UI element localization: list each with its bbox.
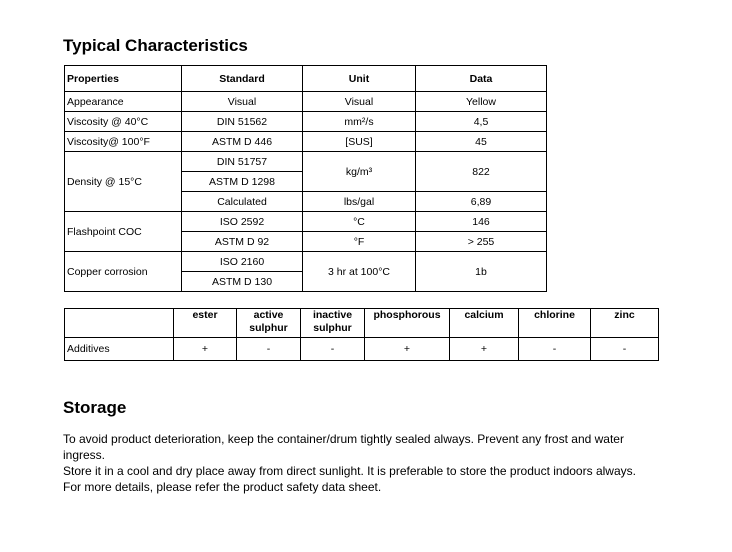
table-row <box>65 252 547 272</box>
standard-cell: DIN 51562 <box>182 112 303 132</box>
empty-header-cell <box>65 309 174 338</box>
data-cell: > 255 <box>416 232 547 252</box>
data-cell: 822 <box>416 152 547 192</box>
additive-value: + <box>174 338 237 361</box>
standard-cell: ASTM D 130 <box>182 272 303 292</box>
property-cell: Copper corrosion <box>65 252 182 292</box>
data-cell: 146 <box>416 212 547 232</box>
property-cell: Flashpoint COC <box>65 212 182 252</box>
table-row <box>65 152 547 172</box>
data-cell: 6,89 <box>416 192 547 212</box>
storage-text <box>63 431 663 495</box>
property-cell: Viscosity@ 100°F <box>65 132 182 152</box>
standard-cell: ASTM D 92 <box>182 232 303 252</box>
data-cell: 4,5 <box>416 112 547 132</box>
column-header: Data <box>416 66 547 92</box>
column-header: inactive sulphur <box>301 309 365 338</box>
storage-paragraph: To avoid product deterioration, keep the container/drum tightly sealed always. Prevent any frost and water ingress. <box>63 432 624 462</box>
additives-table <box>64 308 659 361</box>
table-header-row <box>65 309 659 338</box>
additive-value: + <box>450 338 519 361</box>
additive-value: + <box>365 338 450 361</box>
additive-value: - <box>591 338 659 361</box>
standard-cell: ISO 2592 <box>182 212 303 232</box>
additive-value: - <box>237 338 301 361</box>
unit-cell: 3 hr at 100°C <box>303 252 416 292</box>
row-label: Additives <box>65 338 174 361</box>
data-cell: 1b <box>416 252 547 292</box>
standard-cell: ASTM D 446 <box>182 132 303 152</box>
unit-cell: Visual <box>303 92 416 112</box>
unit-cell: °C <box>303 212 416 232</box>
unit-cell: lbs/gal <box>303 192 416 212</box>
column-header: active sulphur <box>237 309 301 338</box>
column-header: zinc <box>591 309 659 338</box>
column-header: calcium <box>450 309 519 338</box>
storage-paragraph: For more details, please refer the product safety data sheet. <box>63 480 382 494</box>
table-row <box>65 338 659 361</box>
standard-cell: Calculated <box>182 192 303 212</box>
property-cell: Appearance <box>65 92 182 112</box>
characteristics-table <box>64 65 547 292</box>
column-header: Standard <box>182 66 303 92</box>
column-header: phosphorous <box>365 309 450 338</box>
column-header: Properties <box>65 66 182 92</box>
column-header: chlorine <box>519 309 591 338</box>
property-cell: Density @ 15°C <box>65 152 182 212</box>
additive-value: - <box>519 338 591 361</box>
table-row <box>65 92 547 112</box>
data-cell: 45 <box>416 132 547 152</box>
property-cell: Viscosity @ 40°C <box>65 112 182 132</box>
table-header-row <box>65 66 547 92</box>
storage-paragraph: Store it in a cool and dry place away from direct sunlight. It is preferable to store the product indoors always. <box>63 464 636 478</box>
standard-cell: DIN 51757 <box>182 152 303 172</box>
column-header: ester <box>174 309 237 338</box>
typical-characteristics-heading: Typical Characteristics <box>63 36 248 55</box>
additive-value: - <box>301 338 365 361</box>
standard-cell: ISO 2160 <box>182 252 303 272</box>
unit-cell: kg/m³ <box>303 152 416 192</box>
table-row <box>65 132 547 152</box>
storage-heading: Storage <box>63 398 127 417</box>
unit-cell: mm²/s <box>303 112 416 132</box>
standard-cell: ASTM D 1298 <box>182 172 303 192</box>
unit-cell: °F <box>303 232 416 252</box>
column-header: Unit <box>303 66 416 92</box>
table-row <box>65 212 547 232</box>
unit-cell: [SUS] <box>303 132 416 152</box>
data-cell: Yellow <box>416 92 547 112</box>
table-row <box>65 112 547 132</box>
standard-cell: Visual <box>182 92 303 112</box>
